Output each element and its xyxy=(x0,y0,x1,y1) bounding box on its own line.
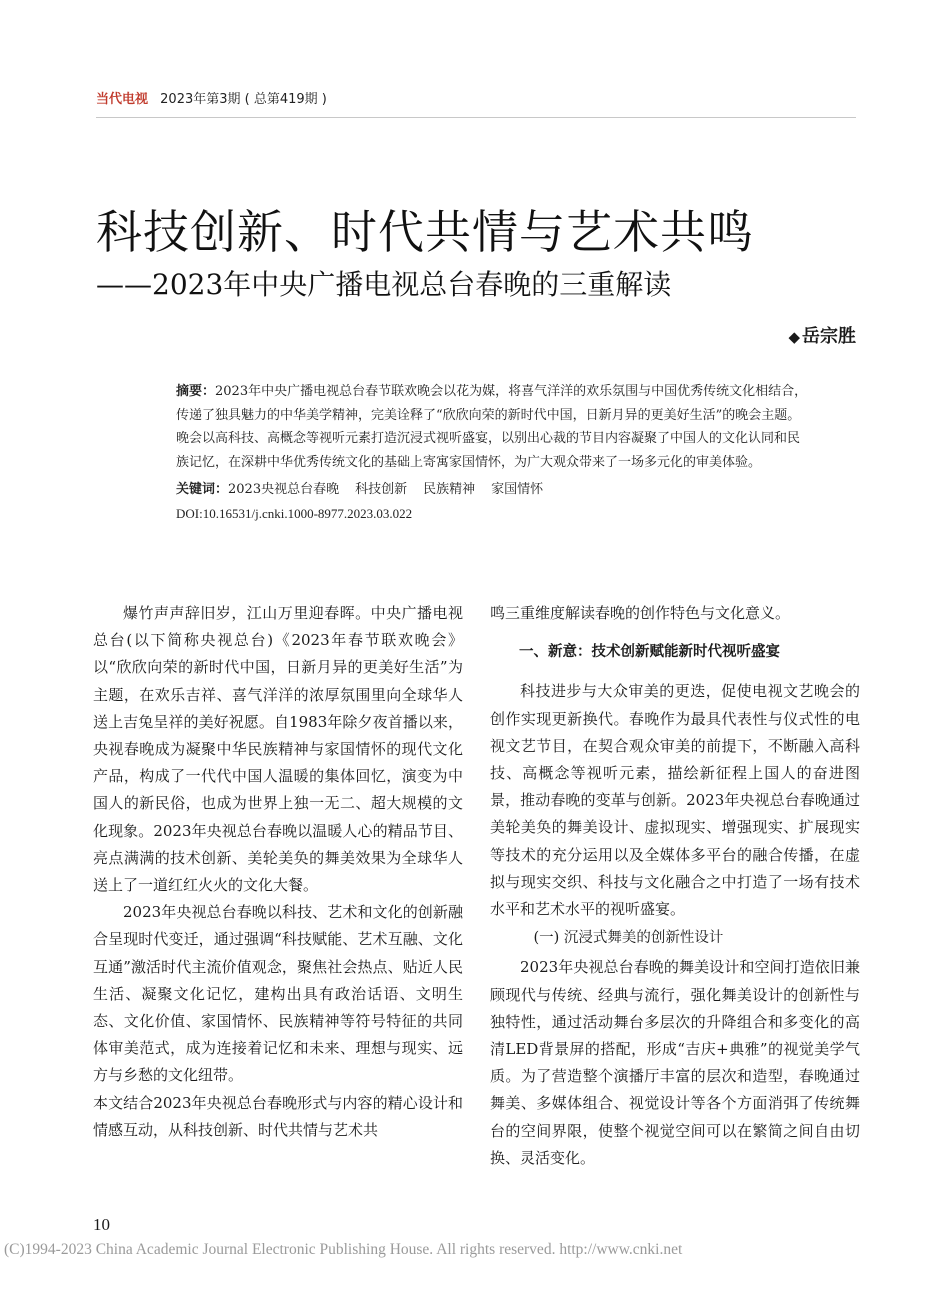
author-byline xyxy=(788,322,856,348)
body-paragraph: 本文结合2023年央视总台春晚形式与内容的精心设计和情感互动，从科技创新、时代共情与艺术共 xyxy=(93,1093,463,1139)
keyword: 2023央视总台春晚 xyxy=(228,482,340,497)
running-header xyxy=(96,88,856,118)
body-paragraph-continued: 鸣三重维度解读春晚的创作特色与文化意义。 xyxy=(490,604,791,622)
journal-name: 当代电视 xyxy=(96,92,149,107)
body-paragraph: 科技进步与大众审美的更迭，促使电视文艺晚会的创作实现更新换代。春晚作为最具代表性与仪式性的电视文艺节目，在契合观众审美的前提下，不断融入高科技、高概念等视听元素，描绘新征程上国人的奋进图景，推动春晚的变革与创新。2023年央视总台春晚通过美轮美奂的舞美设计、虚拟现实、增强现实、扩展现实等技术的充分运用以及全媒体多平台的融合传播，在虚拟与现实交织、科技与文化融合之中打造了一场有技术水平和艺术水平的视听盛宴。 xyxy=(490,682,860,919)
abstract-text: 2023年中央广播电视总台春节联欢晚会以花为媒，将喜气洋洋的欢乐氛围与中国优秀传统文化相结合，传递了独具魅力的中华美学精神，完美诠释了“欣欣向荣的新时代中国，日新月异的更美好生活”的晚会主题。晚会以高科技、高概念等视听元素打造沉浸式视听盛宴，以别出心裁的节目内容凝聚了中国人的文化认同和民族记忆，在深耕中华优秀传统文化的基础上寄寓家国情怀，为广大观众带来了一场多元化的审美体验。 xyxy=(176,384,808,470)
abstract xyxy=(176,380,812,474)
keywords xyxy=(176,478,812,502)
subsection-heading: (一) 沉浸式舞美的创新性设计 xyxy=(533,930,724,947)
right-column xyxy=(490,600,860,1172)
diamond-icon: ◆ xyxy=(788,328,800,346)
issue-info: 2023年第3期 ( 总第419期 ) xyxy=(160,92,327,107)
abstract-block xyxy=(176,380,812,525)
keyword: 家国情怀 xyxy=(491,482,544,497)
section-heading: 一、新意：技术创新赋能新时代视听盛宴 xyxy=(519,644,780,661)
body-paragraph: 2023年央视总台春晚的舞美设计和空间打造依旧兼顾现代与传统、经典与流行，强化舞美设计的创新性与独特性，通过活动舞台多层次的升降组合和多变化的高清LED背景屏的搭配，形成“吉庆+典雅”的视觉美学气质。为了营造整个演播厅丰富的层次和造型，春晚通过舞美、多媒体组合、视觉设计等各个方面消弭了传统舞台的空间界限，使整个视觉空间可以在繁简之间自由切换、灵活变化。 xyxy=(490,958,860,1167)
body-paragraph: 2023年央视总台春晚以科技、艺术和文化的创新融合呈现时代变迁，通过强调“科技赋能、艺术互融、文化互通”激活时代主流价值观念，聚焦社会热点、贴近人民生活、凝聚文化记忆，建构出具有政治话语、文明生态、文化价值、家国情怀、民族精神等符号特征的共同体审美范式，成为连接着记忆和未来、理想与现实、远方与乡愁的文化纽带。 xyxy=(93,903,463,1085)
body-paragraph: 爆竹声声辞旧岁，江山万里迎春晖。中央广播电视总台(以下简称央视总台)《2023年春节联欢晚会》以“欣欣向荣的新时代中国，日新月异的更美好生活”为主题，在欢乐吉祥、喜气洋洋的浓厚氛围里向全球华人送上吉兔呈祥的美好祝愿。自1983年除夕夜首播以来，央视春晚成为凝聚中华民族精神与家国情怀的现代文化产品，构成了一代代中国人温暖的集体回忆，演变为中国人的新民俗，也成为世界上独一无二、超大规模的文化现象。2023年央视总台春晚以温暖人心的精品节目、亮点满满的技术创新、美轮美奂的舞美效果为全球华人送上了一道红红火火的文化大餐。 xyxy=(93,604,463,895)
article-title: 科技创新、时代共情与艺术共鸣 xyxy=(96,205,754,259)
author-name: 岳宗胜 xyxy=(802,326,856,347)
keywords-label: 关键词： xyxy=(176,482,229,497)
article-subtitle: ——2023年中央广播电视总台春晚的三重解读 xyxy=(96,268,672,301)
abstract-label: 摘要： xyxy=(176,384,216,399)
left-column xyxy=(93,600,463,1144)
copyright-footer: (C)1994-2023 China Academic Journal Electronic Publishing House. All rights reserved. http://www.cnki.net xyxy=(4,1241,683,1258)
doi: DOI:10.16531/j.cnki.1000-8977.2023.03.022 xyxy=(176,505,413,521)
keyword: 民族精神 xyxy=(423,482,476,497)
page-number: 10 xyxy=(93,1215,110,1234)
keyword: 科技创新 xyxy=(355,482,408,497)
